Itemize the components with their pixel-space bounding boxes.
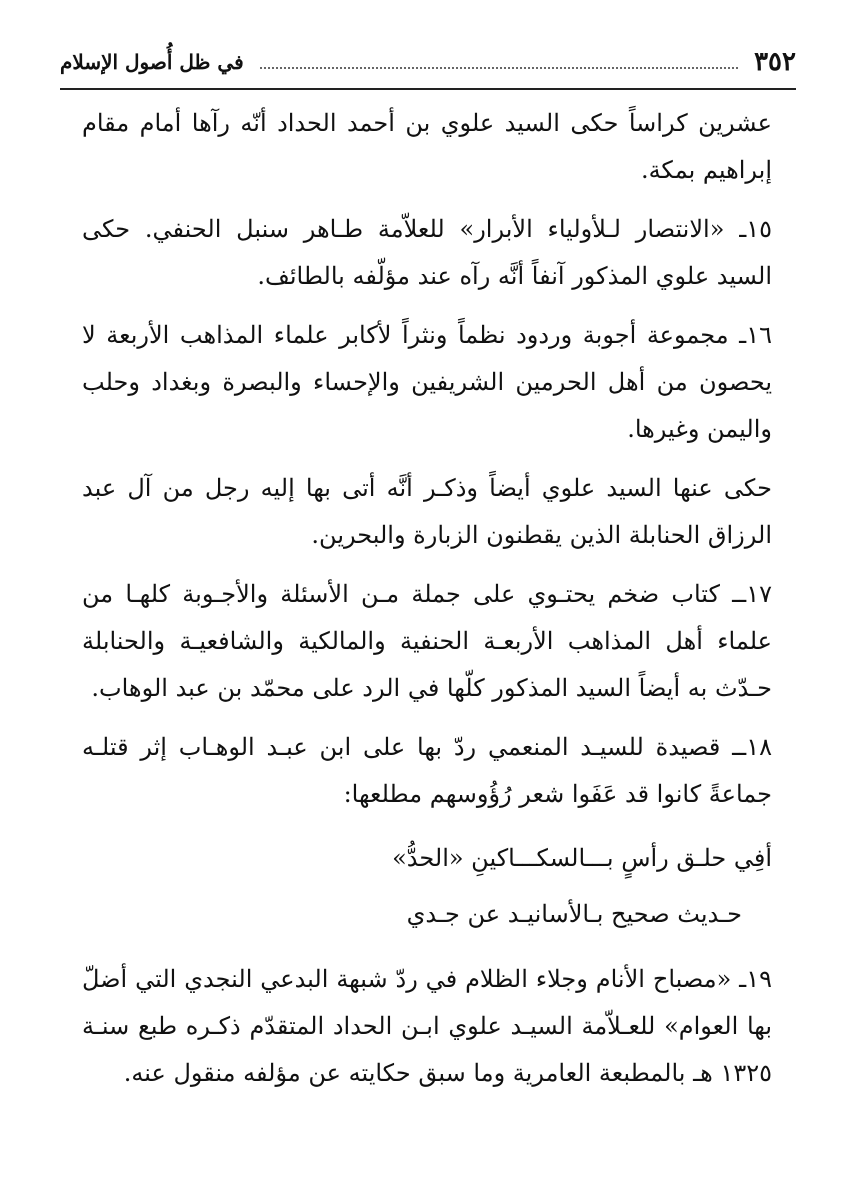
- paragraph-item-15: ١٥ـ «الانتصار لـلأولياء الأبرار» للعلاّمة طـاهر سنبل الحنفي. حكى السيد علوي المذكور آنفاً أنَّه رآه عند مؤلّفه بالطائف.: [82, 215, 772, 290]
- verse-second-hemistich: حـديث صحيح بـالأسانيـد عن جـدي: [406, 900, 742, 928]
- paragraph-item-19: ١٩ـ «مصباح الأنام وجلاء الظلام في ردّ شبهة البدعي النجدي التي أضلّ بها العوام» للعـلاّمة السيـد علوي ابـن الحداد المتقدّم ذكـره طبع سنـة ١٣٢٥ هـ بالمطبعة العامرية وما سبق حكايته عن مؤلفه منقول عنه.: [82, 965, 772, 1087]
- poem-verse: [82, 830, 772, 942]
- page-number: ٣٥٢: [754, 47, 796, 77]
- paragraph-continuation: عشرين كراساً حكى السيد علوي بن أحمد الحداد أنّه رآها أمام مقام إبراهيم بمكة.: [82, 109, 772, 184]
- paragraph-item-18: ١٨ــ قصيدة للسيـد المنعمي ردّ بها على ابن عبـد الوهـاب إثر قتلـه جماعةً كانوا قد عَفَوا شعر رُؤُوسهم مطلعها:: [82, 733, 772, 808]
- running-title: في ظل أُصول الإسلام: [60, 50, 244, 74]
- paragraph-item-16: ١٦ـ مجموعة أجوبة وردود نظماً ونثراً لأكابر علماء المذاهب الأربعة لا يحصون من أهل الحرمين الشريفين والإحساء والبصرة وبغداد وحلب واليمن وغيرها.: [82, 321, 772, 443]
- header-rule: [60, 88, 796, 90]
- verse-first-hemistich: أفِي حلـق رأسٍ بـــالسكـــاكينِ «الحدُّ»: [392, 844, 772, 872]
- page-body: [82, 100, 772, 1109]
- running-header: [60, 42, 796, 82]
- paragraph-item-16-note: حكى عنها السيد علوي أيضاً وذكـر أنَّه أتى بها إليه رجل من آل عبد الرزاق الحنابلة الذين يقطنون الزبارة والبحرين.: [82, 474, 772, 549]
- paragraph-item-17: ١٧ــ كتاب ضخم يحتـوي على جملة مـن الأسئلة والأجـوبة كلهـا من علماء أهل المذاهب الأربعـة الحنفية والمالكية والشافعيـة والحنابلة حـدّث به أيضاً السيد المذكور كلّها في الرد على محمّد بن عبد الوهاب.: [82, 580, 772, 702]
- header-dotted-leader: [260, 67, 738, 69]
